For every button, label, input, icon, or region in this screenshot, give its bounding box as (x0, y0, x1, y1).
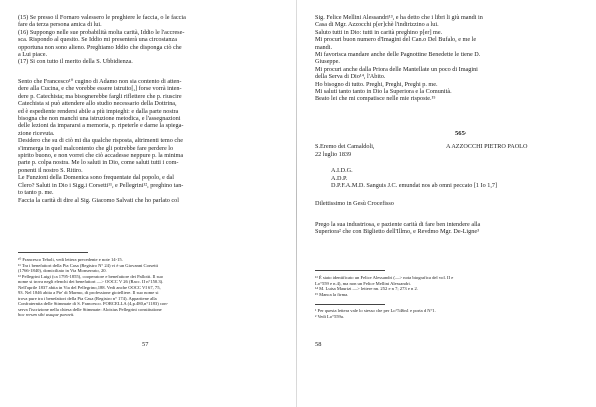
footnote-line: ² Vedi Lo°559a. (315, 313, 345, 319)
footnote-line: Confraternita delle Stimmate di S. Francesco. FORCELLA (4,p.480,n°1183) con- (18, 301, 169, 306)
place-date: S.Eremo dei Camaldoli, (315, 143, 375, 150)
text-line: ed è espediente rendersi abile a più impieghi: e dalla parte nostra (18, 107, 179, 115)
text-line: Ho bisogno di tutto. Preghi, Preghi, Preghi p. me. (315, 80, 438, 88)
text-line: della Serva di Dio¹⁴, l'Abito. (315, 73, 386, 81)
text-line: opportuna non sono alieno. Preghiamo Iddio che disponga ciò che (18, 43, 182, 51)
recipient: A AZZOCCHI PIETRO PAOLO (446, 143, 528, 150)
text-line: zione ricevuta. (18, 129, 55, 137)
text-line: Casa di Mgr. Azzocchi p[er]chè l'indirizzino a lui. (315, 21, 439, 29)
footnote-line: hoc rerum sibi usuque paravit. (18, 312, 75, 317)
text-line: sca. Rispondo al quesito. Se Iddio mi presenterà una circostanza (18, 36, 177, 44)
left-top-text (18, 14, 284, 66)
footnote-line: ¹² Pellegrini Luigi (ca 1795-1855), cooperatore e benefattore dei Pallotti. Il suo (18, 273, 163, 279)
opening-line: D.P.F.A.M.D. Sanguis J.C. emundat nos ab omni peccato [1 Io 1,7] (331, 182, 498, 189)
footnote-line: Lo°559 e n.4), ma non un Felice Mellini Alessandri. (315, 280, 411, 286)
text-line: (16) Suppongo nelle sue probabilità molta carità, Iddio le l'accrese- (18, 28, 185, 36)
left-footnotes (18, 257, 284, 318)
letter-number-footnote: ¹ (464, 131, 467, 136)
right-body-text (315, 221, 581, 236)
left-main-text (18, 78, 284, 204)
text-line: Clero? Saluti in Dio i Sigg.i Corsetti¹¹, e Pellegrini¹², preghino tan- (18, 181, 184, 189)
text-line: spirito buono, e non vorrei che ciò accadesse neppure p. la minima (18, 152, 184, 160)
date: 22 luglio 1839 (315, 150, 352, 158)
text-line: Prego la sua industriosa, e paziente carità di fare ben intendere alla (315, 221, 481, 228)
letter-number-value: 565 (455, 130, 465, 137)
footnote-line: ¹⁵ Manca la firma. (315, 291, 349, 297)
text-line: Giuseppe. (315, 58, 340, 66)
footnote-line: ¹ Per questa lettera vale lo stesso che per Lo°546n1 e porta d N°1. (315, 308, 436, 313)
text-line: (17) Si con tutto il merito della S. Ubbidienza. (18, 58, 133, 66)
footnote-line: Nell'aprile 1837 abita in Via del Pellegrino,188. Vedi anche OOCC VI 67, 75, (18, 284, 161, 290)
footnote-line: ¹⁴ M. Luisa Maurizi —> lettere nn. 252 e n 7; 273 e n 2. (315, 286, 418, 291)
text-line: bisogna che non manchi una istruzione metodica, e l'assegnazioni (18, 115, 181, 123)
text-line: Faccia la carità di dire al Sig. Giacomo Salvati che ho parlato col (18, 196, 179, 204)
text-line: Superiora² che con Biglietto dell'Illmo, e Revdmo Mgr. De-Ligne³ (315, 228, 479, 236)
opening-line: A.D.P. (331, 174, 348, 182)
text-line: dere p. Catechista; ma bisognerebbe fargli riflettere che p. riuscire (18, 92, 182, 100)
text-line: dere alla Cucina, e che vorebbe essere istruito[,] forse vorrà inten- (18, 85, 182, 93)
text-line: Mi procuri anche dalla Priora delle Mantellate un poco di Imagini (315, 65, 478, 73)
footnote-rule (18, 252, 88, 253)
text-line: (15) Se presso il Fornaro valessero le preghiere le faccia, o le faccia (18, 14, 186, 21)
text-line: Mi favorisca mandare anche delle Pagnottine Benedette le tiene D. (315, 51, 481, 59)
footnote-line: (1766-1840), domiciliato in Via Monserrato, 20. (18, 268, 107, 273)
left-page (18, 0, 284, 407)
text-line: Sig. Felice Mellini Alessandri¹³, e ha detto che i libri li giù mandi in (315, 14, 483, 21)
text-line: Desidero che su di ciò mi dia qualche risposta, altrimenti temo che (18, 137, 183, 145)
text-line: Mi saluti tanto tanto in Dio la Superiora e la Comunità. (315, 88, 452, 96)
text-line: delle lezioni da impararsi a memoria, p. ripeterle e darne la spiega- (18, 122, 184, 130)
right-top-text (315, 14, 581, 103)
salutation: Dilettissimo in Gesù Crocefisso (315, 200, 394, 207)
page-number: 58 (315, 341, 322, 348)
text-line: fare da terza persona amica di lui. (18, 21, 102, 29)
opening-line: A.I.D.G. (331, 167, 353, 174)
text-line: ponenti il nostro S. Ritiro. (18, 166, 83, 174)
text-line: Beato lei che mi compatisce nelle mie risposte.¹⁵ (315, 95, 436, 103)
footnote-line: 93. Nel 1846 abita a Pie' di Marmo, di professione gioielliere. Il suo nome si (18, 290, 159, 295)
text-line: parte p. colpa nostra. Me lo saluti in Dio, come saluti tutti i com- (18, 159, 179, 167)
text-line: Catechista si può attendere allo studio necessario della Dottrina, (18, 100, 177, 108)
footnote-line: ¹¹ Tra i benefattori della Pia Casa (Registro N° 24) vi è un Giovanni Corsetti (18, 262, 159, 268)
right-footnotes (315, 275, 581, 297)
text-line: Mi procuri buon numero d'Imagini del Can.o Del Bufalo, e me le (315, 36, 477, 44)
footnote-line: serva l'iscrizione nella chiesa delle Stimmate: Aloisius Pellegrini constitutione (18, 306, 162, 312)
footnote-line: trova pure tra i benefattori della Pia Casa (Registro n° 174). Appartiene alla (18, 295, 157, 301)
page-number: 57 (142, 341, 149, 348)
footnote-line: ¹⁰ Francesco Teboli, vedi lettera precedente e note 14-15. (18, 257, 123, 262)
right-page (315, 0, 581, 407)
text-line: Saluto tutti in Dio: tutti in carità preghino p[er] me. (315, 28, 443, 36)
footnote-rule (315, 304, 385, 305)
footnote-line: nome si trova negli elenchi dei benefattori —> OOCC V 26 (Racc. II n°150.3). (18, 279, 164, 284)
letter-number (455, 130, 466, 137)
text-line: to tanto p. me. (18, 189, 54, 197)
text-line: Sento che Francesco¹⁰ cugino di Adamo non sia contento di atten- (18, 78, 182, 85)
text-line: s'immerga in quel malcontento che gli potrebbe fare perdere lo (18, 144, 174, 152)
text-line: mandi. (315, 43, 333, 51)
text-line: Le Funzioni della Domenica sono frequentate dal popolo, e dal (18, 174, 175, 182)
book-gutter (296, 0, 297, 407)
footnote-rule (315, 270, 385, 271)
right-footnotes-2 (315, 308, 581, 319)
text-line: a Lui piace. (18, 51, 48, 59)
footnote-line: ¹³ È stato identificato un Felice Alessandri (—> nota biografica del vol. II e (315, 275, 454, 280)
